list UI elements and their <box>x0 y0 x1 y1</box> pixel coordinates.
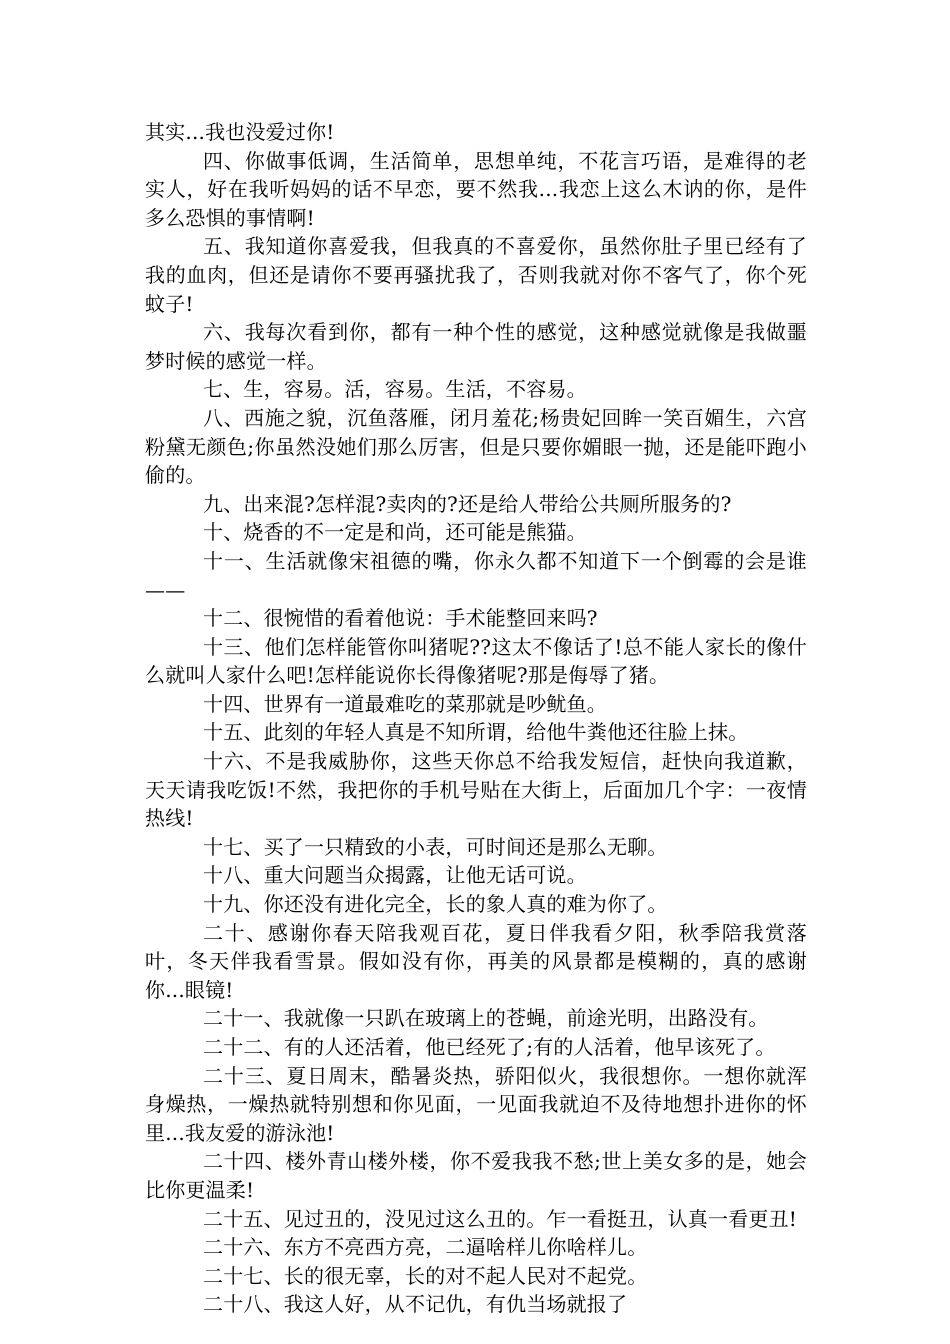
paragraph: 八、西施之貌，沉鱼落雁，闭月羞花;杨贵妃回眸一笑百媚生，六宫粉黛无颜色;你虽然没她们那么厉害，但是只要你媚眼一抛，还是能吓跑小偷的。 <box>145 405 807 488</box>
paragraph: 十四、世界有一道最难吃的菜那就是吵鱿鱼。 <box>203 691 607 716</box>
paragraph: 二十三、夏日周末，酷暑炎热，骄阳似火，我很想你。一想你就浑身燥热，一燥热就特别想和你见面，一见面我就迫不及待地想扑进你的怀里...我友爱的游泳池! <box>145 1063 807 1145</box>
paragraph: 二十五、见过丑的，没见过这么丑的。乍一看挺丑，认真一看更丑! <box>203 1206 798 1231</box>
paragraph: 二十八、我这人好，从不记仇，有仇当场就报了 <box>203 1292 628 1317</box>
paragraph: 其实...我也没爱过你! <box>145 120 335 144</box>
paragraph: 二十四、楼外青山楼外楼，你不爱我我不愁;世上美女多的是，她会比你更温柔! <box>145 1149 807 1202</box>
paragraph: 七、生，容易。活，容易。生活，不容易。 <box>203 377 587 402</box>
paragraph: 四、你做事低调，生活简单，思想单纯，不花言巧语，是难得的老实人，好在我听妈妈的话不早恋，要不然我...我恋上这么木讷的你，是件多么恐惧的事情啊! <box>145 148 807 230</box>
paragraph: 十一、生活就像宋祖德的嘴，你永久都不知道下一个倒霉的会是谁—— <box>145 548 807 602</box>
paragraph: 五、我知道你喜爱我，但我真的不喜爱你，虽然你肚子里已经有了我的血肉，但还是请你不要再骚扰我了，否则我就对你不客气了，你个死蚊子! <box>145 234 807 316</box>
paragraph: 十、烧香的不一定是和尚，还可能是熊猫。 <box>203 520 587 545</box>
paragraph: 二十一、我就像一只趴在玻璃上的苍蝇，前途光明，出路没有。 <box>203 1006 769 1031</box>
paragraph: 二十、感谢你春天陪我观百花，夏日伴我看夕阳，秋季陪我赏落叶，冬天伴我看雪景。假如没有你，再美的风景都是模糊的，真的感谢你...眼镜! <box>145 920 807 1002</box>
paragraph: 二十六、东方不亮西方亮，二逼啥样儿你啥样儿。 <box>203 1235 648 1260</box>
paragraph: 十二、很惋惜的看着他说：手术能整回来吗? <box>203 606 598 631</box>
document-page <box>145 118 807 1319</box>
paragraph: 十八、重大问题当众揭露，让他无话可说。 <box>203 863 587 888</box>
paragraph: 九、出来混?怎样混?卖肉的?还是给人带给公共厕所服务的? <box>203 491 732 516</box>
paragraph: 十九、你还没有进化完全，长的象人真的难为你了。 <box>203 892 668 917</box>
paragraph: 十六、不是我威胁你，这些天你总不给我发短信，赶快向我道歉，天天请我吃饭!不然，我把你的手机号贴在大街上，后面加几个字：一夜情热线! <box>145 749 807 831</box>
paragraph: 六、我每次看到你，都有一种个性的感觉，这种感觉就像是我做噩梦时候的感觉一样。 <box>145 320 807 373</box>
paragraph: 十七、买了一只精致的小表，可时间还是那么无聊。 <box>203 834 668 859</box>
paragraph: 二十二、有的人还活着，他已经死了;有的人活着，他早该死了。 <box>203 1035 776 1059</box>
paragraph: 十五、此刻的年轻人真是不知所谓，给他牛粪他还往脸上抹。 <box>203 720 749 745</box>
paragraph: 十三、他们怎样能管你叫猪呢??这太不像话了!总不能人家长的像什么就叫人家什么吧!怎样能说你长得像猪呢?那是侮辱了猪。 <box>145 634 807 688</box>
paragraph: 二十七、长的很无辜，长的对不起人民对不起党。 <box>203 1263 648 1288</box>
